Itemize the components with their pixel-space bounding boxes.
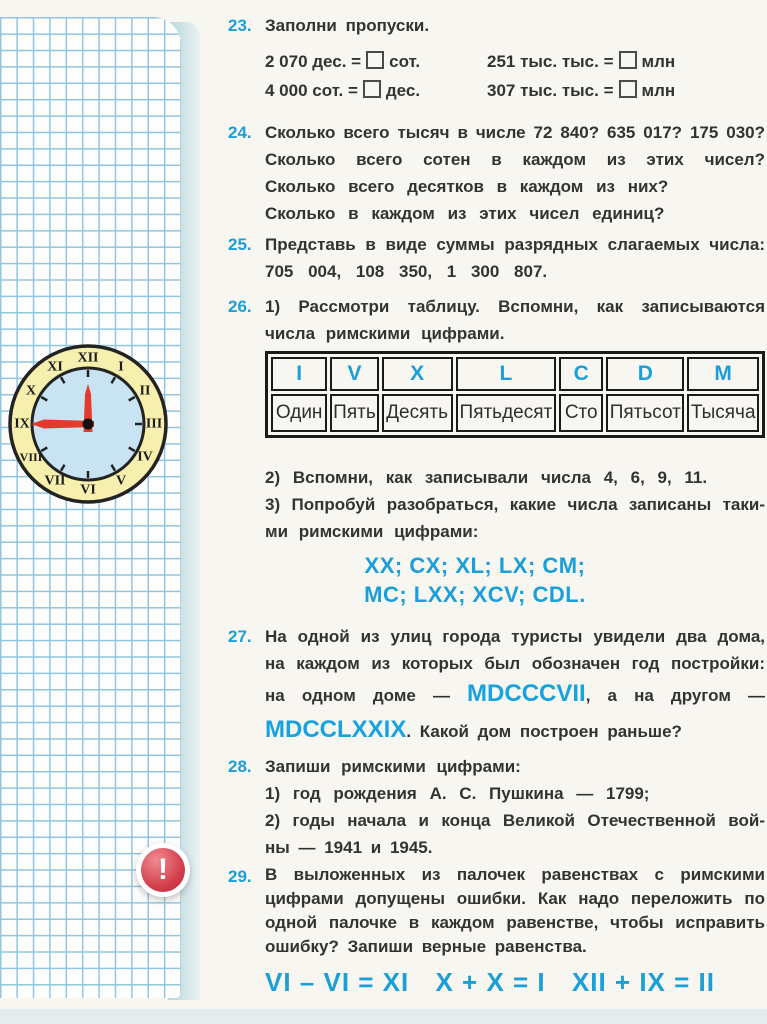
task-27-line: на каждом из которых был обозначен год постройки:: [265, 654, 765, 673]
numeral-6: VI: [80, 482, 96, 498]
task-number: 27.: [228, 627, 252, 646]
exercise-text: дес.: [385, 81, 421, 100]
grid-paper-margin: [0, 17, 181, 998]
roman-name: Один: [271, 394, 327, 432]
exercise-item: [265, 47, 487, 76]
roman-name: Сто: [559, 394, 603, 432]
answer-box: [619, 51, 637, 69]
warning-icon: [136, 843, 190, 897]
task-24-line: Сколько всего десятков в каждом из них?: [265, 177, 669, 196]
task-25-line: 705 004, 108 350, 1 300 807.: [265, 262, 548, 281]
roman-name: Пятьдесят: [456, 394, 557, 432]
numeral-2: II: [139, 383, 151, 399]
task-number: 29.: [228, 867, 252, 886]
task-28-title: Запиши римскими цифрами:: [265, 757, 521, 776]
task-26: [228, 293, 765, 609]
task-28: [228, 753, 765, 861]
bottom-band: [0, 1009, 767, 1024]
roman-header: L: [456, 357, 557, 391]
task-28-line: 1) год рождения А. С. Пушкина — 1799;: [265, 784, 650, 803]
roman-header: M: [687, 357, 759, 391]
numeral-8: VIII: [19, 450, 43, 464]
roman-examples-line: MC; LXX; XCV; CDL.: [364, 582, 586, 607]
exercise-text: 4 000 сот. =: [265, 81, 358, 100]
numeral-4: IV: [137, 449, 153, 465]
exercise-text: 251 тыс. тыс. =: [487, 52, 614, 71]
task-23-title: Заполни пропуски.: [265, 16, 430, 35]
task-27: [228, 623, 765, 749]
roman-numerals-table: [265, 351, 765, 438]
roman-header: X: [382, 357, 453, 391]
task-29-line: одной палочке в каждом равенстве, чтобы исправить: [265, 913, 765, 932]
clock-center-dot: [83, 419, 94, 430]
answer-box: [366, 51, 384, 69]
stick-equations: [265, 967, 715, 997]
task-number: 25.: [228, 235, 252, 254]
task-27-text: . Какой дом построен раньше?: [406, 722, 682, 741]
exercise-text: сот.: [389, 52, 421, 71]
roman-header: C: [559, 357, 603, 391]
task-27-line: [265, 713, 765, 749]
exercise-text: 307 тыс. тыс. =: [487, 81, 614, 100]
numeral-7: VII: [44, 473, 66, 489]
exercise-item: [487, 76, 765, 105]
task-28-line: ны — 1941 и 1945.: [265, 838, 433, 857]
numeral-9: IX: [14, 416, 30, 432]
task-26-sub3-line: 3) Попробуй разобраться, какие числа записаны таки-: [265, 495, 765, 514]
roman-examples: [265, 551, 685, 609]
roman-header: I: [271, 357, 327, 391]
task-27-line: На одной из улиц города туристы увидели два дома,: [265, 627, 765, 646]
task-26-sub3-line: ми римскими цифрами:: [265, 522, 479, 541]
task-23: [228, 12, 765, 105]
exercise-text: млн: [641, 81, 676, 100]
task-number: 26.: [228, 297, 252, 316]
task-29: [228, 863, 765, 997]
task-29-line: В выложенных из палочек равенствах с римскими: [265, 865, 765, 884]
task-number: 28.: [228, 757, 252, 776]
task-27-text: на одном доме —: [265, 686, 468, 705]
page-content: [228, 0, 765, 997]
exercise-item: [265, 76, 487, 105]
roman-year: MDCCLXXIX: [265, 716, 407, 743]
roman-header: D: [606, 357, 684, 391]
table-body-row: [271, 394, 759, 432]
exercise-text: 2 070 дес. =: [265, 52, 362, 71]
exercise-item: [487, 47, 765, 76]
exercise-text: млн: [641, 52, 676, 71]
exercise-row: [265, 47, 765, 76]
task-27-text: , а на другом —: [585, 686, 765, 705]
task-24-line: Сколько всего сотен в каждом из этих чисел?: [265, 150, 765, 169]
task-29-line: ошибку? Запиши верные равенства.: [265, 937, 587, 956]
exercise-row: [265, 76, 765, 105]
task-26-line: 1) Рассмотри таблицу. Вспомни, как записываются: [265, 297, 765, 316]
numeral-3: III: [145, 416, 163, 432]
answer-box: [619, 80, 637, 98]
task-26-subitems: [265, 464, 765, 545]
roman-examples-line: XX; CX; XL; LX; CM;: [364, 553, 586, 578]
task-26-sub2: 2) Вспомни, как записывали числа 4, 6, 9, 11.: [265, 468, 708, 487]
task-25-line: Представь в виде суммы разрядных слагаемых числа:: [265, 235, 765, 254]
roman-name: Пятьсот: [606, 394, 684, 432]
task-number: 24.: [228, 123, 252, 142]
numeral-5: V: [115, 473, 127, 489]
task-26-line: числа римскими цифрами.: [265, 324, 505, 343]
roman-year: MDCCCVII: [467, 680, 586, 707]
roman-name: Пять: [330, 394, 378, 432]
task-25: [228, 231, 765, 285]
table-header-row: [271, 357, 759, 391]
equation: X + X = I: [435, 967, 546, 997]
task-24-line: Сколько всего тысяч в числе 72 840? 635 017? 175 030?: [265, 123, 765, 142]
clock-illustration: [2, 338, 174, 510]
task-number: 23.: [228, 16, 252, 35]
answer-box: [363, 80, 381, 98]
numeral-12: XII: [77, 350, 99, 366]
roman-name: Десять: [382, 394, 453, 432]
task-29-line: цифрами допущены ошибки. Как надо переложить по: [265, 889, 765, 908]
equation: VI – VI = XI: [265, 967, 410, 997]
roman-name: Тысяча: [687, 394, 759, 432]
task-24-line: Сколько в каждом из этих чисел единиц?: [265, 204, 665, 223]
numeral-1: I: [118, 359, 124, 375]
roman-header: V: [330, 357, 378, 391]
exclamation-mark: !: [141, 848, 185, 892]
numeral-11: XI: [47, 359, 63, 375]
task-27-line: [265, 677, 765, 713]
equation: XII + IX = II: [571, 967, 715, 997]
task-28-line: 2) годы начала и конца Великой Отечественной вой-: [265, 811, 765, 830]
task-24: [228, 119, 765, 227]
task-23-exercises: [265, 47, 765, 105]
numeral-10: X: [25, 383, 37, 399]
